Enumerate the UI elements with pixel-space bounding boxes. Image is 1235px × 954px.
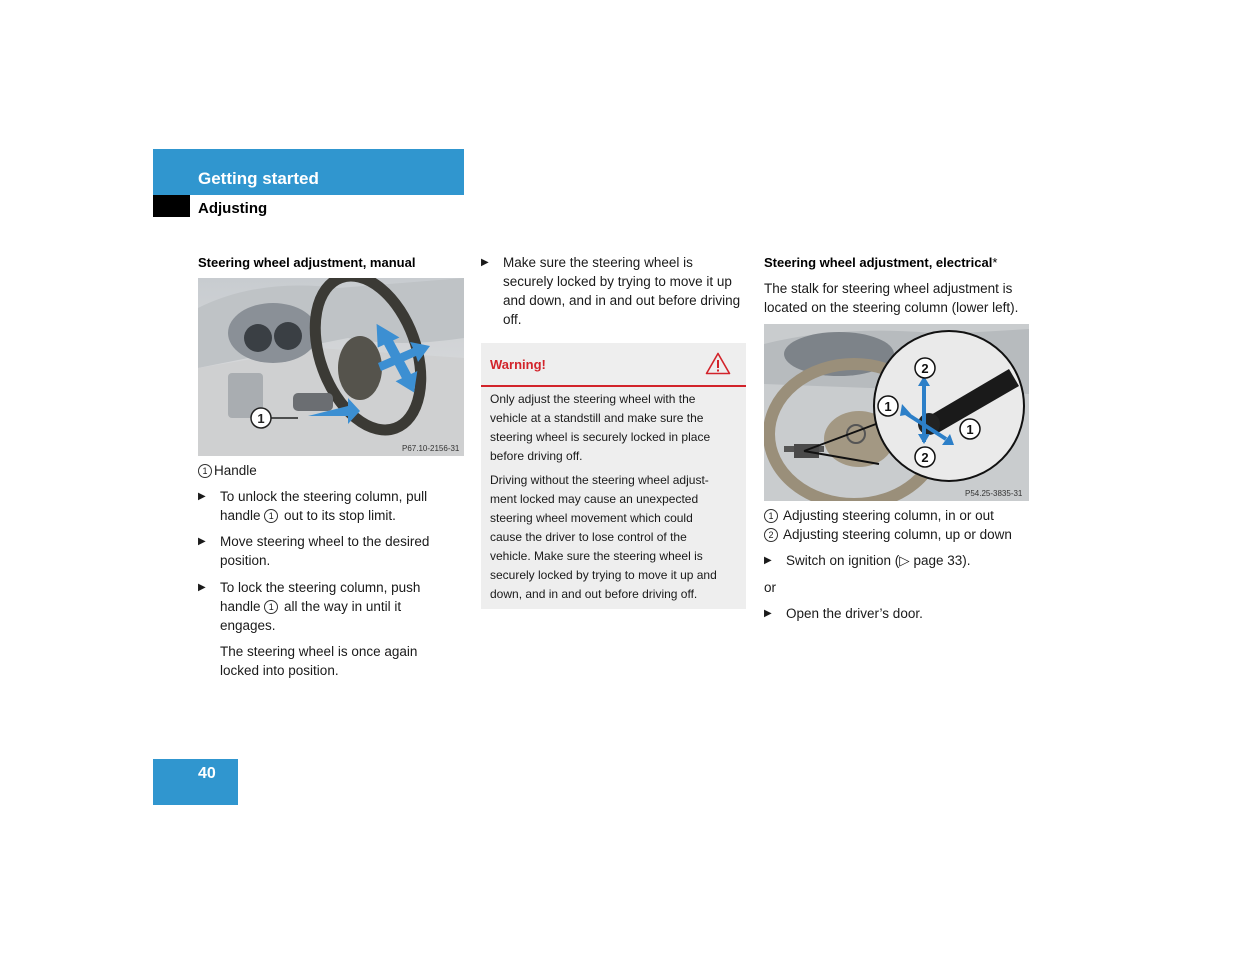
section-marker: [153, 195, 190, 217]
page-number: 40: [198, 765, 216, 782]
svg-text:1: 1: [966, 422, 974, 437]
warning-triangle-icon: [705, 352, 731, 375]
svg-text:2: 2: [921, 361, 929, 376]
manual-adjustment-heading: Steering wheel adjustment, manual: [198, 255, 416, 270]
bullet-lock: ▶ To lock the steering column, push handle 1 all the way in until it engages.: [198, 580, 421, 633]
bullet-move: ▶ Move steering wheel to the desired position.: [198, 534, 430, 568]
electrical-steering-photo: [764, 324, 1029, 501]
warning-box: [481, 343, 746, 609]
warning-para-1: Only adjust the steering wheel with the vehicle at a standstill and make sure the steering wheel is securely locked in place before driving off.: [490, 392, 711, 463]
page-number-box: [153, 759, 238, 805]
image-code: P54.25-3835-31: [965, 489, 1023, 498]
manual-steering-photo: [198, 278, 464, 456]
legend-handle: 1 Handle: [198, 461, 257, 480]
svg-text:2: 2: [921, 450, 929, 465]
electrical-adjustment-heading: Steering wheel adjustment, electrical*: [764, 255, 998, 270]
warning-title: Warning!: [490, 357, 546, 372]
bullet-unlock: ▶ To unlock the steering column, pull handle 1 out to its stop limit.: [198, 489, 428, 523]
lock-note: The steering wheel is once again locked into position.: [220, 644, 418, 678]
callout-1: 1: [257, 411, 265, 426]
bullet-check-lock: ▶ Make sure the steering wheel is securely locked by trying to move it up and down, and in and out before driving off.: [481, 255, 741, 327]
subsection-title: Adjusting: [198, 200, 268, 217]
legend-in-out: 1 Adjusting steering column, in or out: [764, 506, 994, 525]
legend-up-down: 2 Adjusting steering column, up or down: [764, 525, 1012, 544]
or-text: or: [764, 580, 777, 595]
electrical-intro: The stalk for steering wheel adjustment is located on the steering column (lower left).: [764, 281, 1019, 315]
section-title: Getting started: [198, 169, 319, 188]
image-code: P67.10-2156-31: [402, 444, 460, 453]
bullet-door: ▶ Open the driver’s door.: [764, 606, 923, 621]
bullet-ignition: ▶ Switch on ignition (▷ page 33).: [764, 553, 971, 568]
warning-para-2: Driving without the steering wheel adjust- ment locked may cause an unexpected steering wheel movement which could cause the driver to lose control of the vehicle. Make sure the steering wheel is securely locked by trying to move it up and down, and in and out before driving off.: [490, 473, 717, 601]
svg-text:1: 1: [884, 399, 892, 414]
warning-header: [481, 343, 746, 387]
